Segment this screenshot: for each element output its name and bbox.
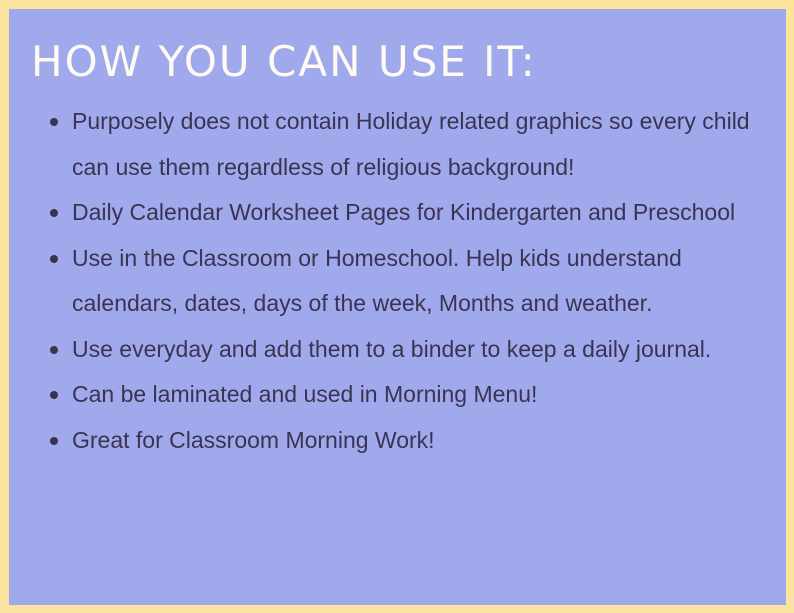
list-item-text: Use in the Classroom or Homeschool. Help kids understand calendars, dates, days of the week, Months and weather. — [72, 244, 682, 316]
bullet-icon — [50, 346, 58, 354]
list-item-text: Use everyday and add them to a binder to keep a daily journal. — [72, 335, 712, 362]
list-item-text: Purposely does not contain Holiday related graphics so every child can use them regardless of religious background! — [72, 108, 750, 180]
list-item — [9, 236, 786, 327]
list-item-text: Can be laminated and used in Morning Menu! — [72, 381, 538, 407]
panel-title: HOW YOU CAN USE IT: — [31, 37, 537, 86]
info-panel — [9, 9, 786, 605]
list-item — [9, 372, 786, 418]
list-item-text: Great for Classroom Morning Work! — [72, 426, 435, 453]
list-item — [9, 190, 786, 236]
bullet-icon — [50, 391, 58, 399]
list-item — [9, 418, 786, 464]
bullet-icon — [50, 255, 58, 263]
usage-list — [9, 99, 786, 463]
bullet-icon — [50, 209, 58, 217]
list-item-text: Daily Calendar Worksheet Pages for Kindergarten and Preschool — [72, 199, 736, 225]
list-item — [9, 99, 786, 190]
bullet-icon — [50, 437, 58, 445]
bullet-icon — [50, 118, 58, 126]
list-item — [9, 327, 786, 373]
